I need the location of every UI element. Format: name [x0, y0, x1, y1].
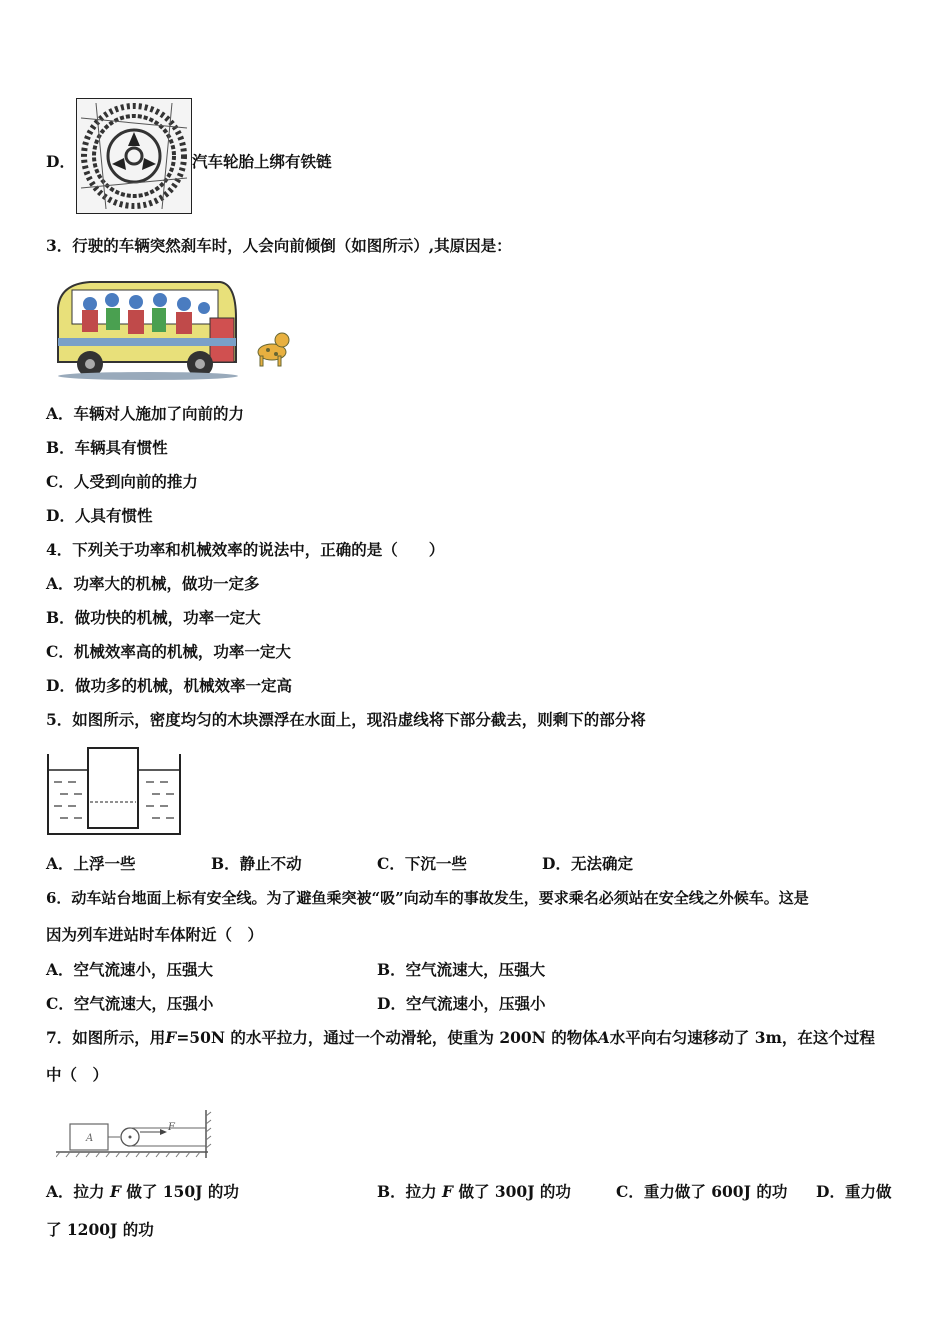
q3-stem: 3．行驶的车辆突然刹车时，人会向前倾倒（如图所示）,其原因是： [46, 236, 512, 255]
q7-stem-line2: 中（ ） [46, 1065, 109, 1084]
q7-stem-f: F [165, 1028, 177, 1047]
tire-chain-image [76, 98, 192, 214]
q6-option-a: A．空气流速小，压强大 [46, 960, 214, 979]
q6-stem-line2: 因为列车进站时车体附近（ ） [46, 925, 264, 944]
q7-stem-part-a: 7．如图所示，用 [46, 1028, 166, 1047]
q7-stem-part-b: =50N 的水平拉力，通过一个动滑轮，使重为 200N 的物体 [176, 1028, 598, 1047]
q3-option-b: B．车辆具有惯性 [46, 438, 168, 457]
q5-option-c: C．下沉一些 [377, 854, 467, 873]
q5-option-d: D．无法确定 [542, 854, 633, 873]
q6-stem-line1: 6．动车站台地面上标有安全线。为了避鱼乘突被“吸”向动车的事故发生，要求乘名必须站在安全线之外候车。这是 [46, 889, 809, 907]
pulley-block-label: A [86, 1133, 94, 1144]
q7-stem-a-symbol: A [597, 1028, 610, 1047]
q7-option-d-line1: D．重力做 [816, 1182, 892, 1201]
q6-option-b: B．空气流速大，压强大 [377, 960, 546, 979]
q4-option-d: D．做功多的机械，机械效率一定高 [46, 676, 292, 695]
q7-option-a-f: F [109, 1182, 121, 1201]
pulley-force-label: F [168, 1122, 175, 1133]
q7-option-b [377, 1182, 571, 1202]
q5-stem: 5．如图所示，密度均匀的木块漂浮在水面上，现沿虚线将下部分截去，则剩下的部分将 [46, 710, 646, 729]
q7-stem-line1 [46, 1028, 875, 1048]
q7-option-d-line2: 了 1200J 的功 [46, 1220, 154, 1239]
q2-option-d-letter: D． [46, 152, 75, 171]
q2-option-d-text: 汽车轮胎上绑有铁链 [192, 152, 332, 171]
q7-option-a [46, 1182, 239, 1202]
q3-option-a: A．车辆对人施加了向前的力 [46, 404, 245, 423]
bus-braking-image [50, 278, 298, 382]
q7-stem-part-c: 水平向右匀速移动了 3m，在这个过程 [609, 1028, 875, 1047]
q4-stem: 4．下列关于功率和机械效率的说法中，正确的是（ ） [46, 540, 445, 559]
q7-option-b-pre: B．拉力 [377, 1182, 437, 1201]
q6-option-c: C．空气流速大，压强小 [46, 994, 214, 1013]
q4-option-b: B．做功快的机械，功率一定大 [46, 608, 261, 627]
q7-option-b-f: F [442, 1182, 454, 1201]
q7-option-a-pre: A．拉力 [46, 1182, 105, 1201]
q7-option-b-post: 做了 300J 的功 [458, 1182, 571, 1201]
q5-option-a: A．上浮一些 [46, 854, 136, 873]
q7-option-a-post: 做了 150J 的功 [126, 1182, 239, 1201]
q6-option-d: D．空气流速小，压强小 [377, 994, 546, 1013]
q7-option-c: C．重力做了 600J 的功 [616, 1182, 788, 1201]
q4-option-c: C．机械效率高的机械，功率一定大 [46, 642, 291, 661]
q3-option-c: C．人受到向前的推力 [46, 472, 198, 491]
q5-option-b: B．静止不动 [211, 854, 302, 873]
pulley-diagram [56, 1108, 226, 1168]
floating-block-diagram [46, 746, 182, 838]
q3-option-d: D．人具有惯性 [46, 506, 153, 525]
q4-option-a: A．功率大的机械，做功一定多 [46, 574, 260, 593]
